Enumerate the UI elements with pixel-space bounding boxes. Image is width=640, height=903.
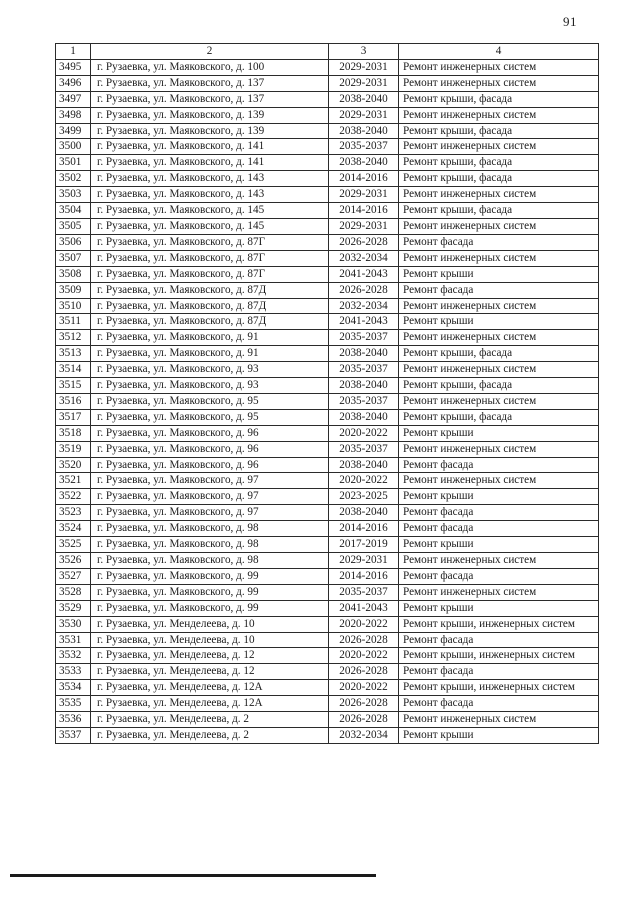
row-number-cell: 3524 — [56, 521, 91, 537]
column-number-1: 1 — [56, 44, 91, 60]
period-cell: 2035-2037 — [329, 362, 399, 378]
table-row — [56, 409, 599, 425]
row-number-cell: 3512 — [56, 330, 91, 346]
address-cell: г. Рузаевка, ул. Маяковского, д. 141 — [91, 139, 329, 155]
period-cell: 2035-2037 — [329, 330, 399, 346]
table-row — [56, 473, 599, 489]
row-number-cell: 3510 — [56, 298, 91, 314]
table-row — [56, 664, 599, 680]
row-number-cell: 3529 — [56, 600, 91, 616]
table-row — [56, 378, 599, 394]
work-type-cell: Ремонт инженерных систем — [399, 362, 599, 378]
row-number-cell: 3503 — [56, 187, 91, 203]
row-number-cell: 3507 — [56, 250, 91, 266]
table-row — [56, 187, 599, 203]
address-cell: г. Рузаевка, ул. Маяковского, д. 145 — [91, 218, 329, 234]
row-number-cell: 3505 — [56, 218, 91, 234]
period-cell: 2038-2040 — [329, 457, 399, 473]
address-cell: г. Рузаевка, ул. Маяковского, д. 139 — [91, 123, 329, 139]
row-number-cell: 3534 — [56, 680, 91, 696]
row-number-cell: 3522 — [56, 489, 91, 505]
table-row — [56, 632, 599, 648]
address-cell: г. Рузаевка, ул. Маяковского, д. 137 — [91, 91, 329, 107]
period-cell: 2029-2031 — [329, 218, 399, 234]
work-type-cell: Ремонт крыши, инженерных систем — [399, 680, 599, 696]
work-type-cell: Ремонт фасада — [399, 282, 599, 298]
work-type-cell: Ремонт инженерных систем — [399, 218, 599, 234]
table-row — [56, 123, 599, 139]
address-cell: г. Рузаевка, ул. Маяковского, д. 96 — [91, 441, 329, 457]
period-cell: 2014-2016 — [329, 171, 399, 187]
work-type-cell: Ремонт крыши — [399, 537, 599, 553]
row-number-cell: 3515 — [56, 378, 91, 394]
period-cell: 2020-2022 — [329, 473, 399, 489]
address-cell: г. Рузаевка, ул. Маяковского, д. 95 — [91, 393, 329, 409]
address-cell: г. Рузаевка, ул. Маяковского, д. 96 — [91, 425, 329, 441]
work-type-cell: Ремонт крыши — [399, 425, 599, 441]
period-cell: 2038-2040 — [329, 91, 399, 107]
work-type-cell: Ремонт фасада — [399, 696, 599, 712]
work-type-cell: Ремонт фасада — [399, 234, 599, 250]
table-row — [56, 346, 599, 362]
table-row — [56, 362, 599, 378]
table-row — [56, 489, 599, 505]
period-cell: 2020-2022 — [329, 616, 399, 632]
table-row — [56, 568, 599, 584]
period-cell: 2029-2031 — [329, 107, 399, 123]
scan-bottom-rule — [10, 874, 376, 877]
period-cell: 2032-2034 — [329, 298, 399, 314]
period-cell: 2014-2016 — [329, 568, 399, 584]
table-row — [56, 298, 599, 314]
row-number-cell: 3498 — [56, 107, 91, 123]
address-cell: г. Рузаевка, ул. Менделеева, д. 12 — [91, 664, 329, 680]
row-number-cell: 3530 — [56, 616, 91, 632]
period-cell: 2041-2043 — [329, 600, 399, 616]
period-cell: 2026-2028 — [329, 282, 399, 298]
work-type-cell: Ремонт инженерных систем — [399, 441, 599, 457]
table-row — [56, 600, 599, 616]
address-cell: г. Рузаевка, ул. Маяковского, д. 87Д — [91, 282, 329, 298]
work-type-cell: Ремонт крыши, фасада — [399, 123, 599, 139]
address-cell: г. Рузаевка, ул. Маяковского, д. 139 — [91, 107, 329, 123]
address-cell: г. Рузаевка, ул. Маяковского, д. 145 — [91, 203, 329, 219]
period-cell: 2038-2040 — [329, 505, 399, 521]
row-number-cell: 3523 — [56, 505, 91, 521]
period-cell: 2032-2034 — [329, 250, 399, 266]
period-cell: 2026-2028 — [329, 664, 399, 680]
table-row — [56, 203, 599, 219]
period-cell: 2038-2040 — [329, 346, 399, 362]
period-cell: 2035-2037 — [329, 393, 399, 409]
address-cell: г. Рузаевка, ул. Менделеева, д. 12А — [91, 680, 329, 696]
work-type-cell: Ремонт крыши, фасада — [399, 203, 599, 219]
period-cell: 2038-2040 — [329, 123, 399, 139]
address-cell: г. Рузаевка, ул. Менделеева, д. 12А — [91, 696, 329, 712]
repair-schedule-table — [55, 43, 599, 744]
table-row — [56, 680, 599, 696]
row-number-cell: 3521 — [56, 473, 91, 489]
address-cell: г. Рузаевка, ул. Маяковского, д. 95 — [91, 409, 329, 425]
column-number-3: 3 — [329, 44, 399, 60]
work-type-cell: Ремонт крыши, фасада — [399, 171, 599, 187]
column-number-4: 4 — [399, 44, 599, 60]
address-cell: г. Рузаевка, ул. Менделеева, д. 12 — [91, 648, 329, 664]
address-cell: г. Рузаевка, ул. Маяковского, д. 87Д — [91, 314, 329, 330]
row-number-cell: 3528 — [56, 584, 91, 600]
table-row — [56, 457, 599, 473]
address-cell: г. Рузаевка, ул. Маяковского, д. 98 — [91, 521, 329, 537]
row-number-cell: 3536 — [56, 712, 91, 728]
work-type-cell: Ремонт фасада — [399, 505, 599, 521]
work-type-cell: Ремонт крыши, фасада — [399, 378, 599, 394]
period-cell: 2029-2031 — [329, 187, 399, 203]
row-number-cell: 3526 — [56, 553, 91, 569]
row-number-cell: 3532 — [56, 648, 91, 664]
address-cell: г. Рузаевка, ул. Маяковского, д. 99 — [91, 600, 329, 616]
period-cell: 2026-2028 — [329, 712, 399, 728]
table-row — [56, 266, 599, 282]
work-type-cell: Ремонт фасада — [399, 568, 599, 584]
row-number-cell: 3519 — [56, 441, 91, 457]
address-cell: г. Рузаевка, ул. Маяковского, д. 99 — [91, 568, 329, 584]
address-cell: г. Рузаевка, ул. Менделеева, д. 10 — [91, 632, 329, 648]
row-number-cell: 3533 — [56, 664, 91, 680]
work-type-cell: Ремонт фасада — [399, 457, 599, 473]
period-cell: 2041-2043 — [329, 314, 399, 330]
row-number-cell: 3509 — [56, 282, 91, 298]
work-type-cell: Ремонт крыши — [399, 266, 599, 282]
address-cell: г. Рузаевка, ул. Маяковского, д. 96 — [91, 457, 329, 473]
work-type-cell: Ремонт инженерных систем — [399, 59, 599, 75]
period-cell: 2023-2025 — [329, 489, 399, 505]
work-type-cell: Ремонт инженерных систем — [399, 553, 599, 569]
row-number-cell: 3514 — [56, 362, 91, 378]
work-type-cell: Ремонт инженерных систем — [399, 584, 599, 600]
period-cell: 2026-2028 — [329, 632, 399, 648]
table-row — [56, 75, 599, 91]
period-cell: 2029-2031 — [329, 553, 399, 569]
row-number-cell: 3497 — [56, 91, 91, 107]
address-cell: г. Рузаевка, ул. Маяковского, д. 87Г — [91, 266, 329, 282]
work-type-cell: Ремонт крыши — [399, 314, 599, 330]
work-type-cell: Ремонт инженерных систем — [399, 139, 599, 155]
period-cell: 2020-2022 — [329, 680, 399, 696]
table-row — [56, 521, 599, 537]
address-cell: г. Рузаевка, ул. Маяковского, д. 141 — [91, 155, 329, 171]
address-cell: г. Рузаевка, ул. Маяковского, д. 87Г — [91, 250, 329, 266]
period-cell: 2029-2031 — [329, 59, 399, 75]
row-number-cell: 3504 — [56, 203, 91, 219]
address-cell: г. Рузаевка, ул. Менделеева, д. 10 — [91, 616, 329, 632]
address-cell: г. Рузаевка, ул. Маяковского, д. 97 — [91, 505, 329, 521]
table-row — [56, 441, 599, 457]
address-cell: г. Рузаевка, ул. Маяковского, д. 143 — [91, 171, 329, 187]
table-row — [56, 218, 599, 234]
address-cell: г. Рузаевка, ул. Маяковского, д. 100 — [91, 59, 329, 75]
row-number-cell: 3495 — [56, 59, 91, 75]
period-cell: 2029-2031 — [329, 75, 399, 91]
work-type-cell: Ремонт инженерных систем — [399, 187, 599, 203]
work-type-cell: Ремонт инженерных систем — [399, 250, 599, 266]
column-number-2: 2 — [91, 44, 329, 60]
work-type-cell: Ремонт крыши — [399, 489, 599, 505]
table-row — [56, 91, 599, 107]
address-cell: г. Рузаевка, ул. Маяковского, д. 97 — [91, 473, 329, 489]
period-cell: 2038-2040 — [329, 155, 399, 171]
work-type-cell: Ремонт инженерных систем — [399, 330, 599, 346]
table-row — [56, 59, 599, 75]
column-number-row — [56, 44, 599, 60]
row-number-cell: 3516 — [56, 393, 91, 409]
work-type-cell: Ремонт крыши, фасада — [399, 155, 599, 171]
row-number-cell: 3520 — [56, 457, 91, 473]
row-number-cell: 3502 — [56, 171, 91, 187]
row-number-cell: 3499 — [56, 123, 91, 139]
address-cell: г. Рузаевка, ул. Маяковского, д. 137 — [91, 75, 329, 91]
work-type-cell: Ремонт крыши, фасада — [399, 91, 599, 107]
table-row — [56, 107, 599, 123]
period-cell: 2038-2040 — [329, 378, 399, 394]
table-row — [56, 553, 599, 569]
period-cell: 2032-2034 — [329, 727, 399, 743]
table-row — [56, 234, 599, 250]
work-type-cell: Ремонт инженерных систем — [399, 473, 599, 489]
period-cell: 2026-2028 — [329, 696, 399, 712]
row-number-cell: 3517 — [56, 409, 91, 425]
work-type-cell: Ремонт фасада — [399, 664, 599, 680]
table-row — [56, 505, 599, 521]
table-row — [56, 155, 599, 171]
page-number: 91 — [563, 14, 577, 29]
period-cell: 2014-2016 — [329, 203, 399, 219]
row-number-cell: 3527 — [56, 568, 91, 584]
table-row — [56, 537, 599, 553]
table-row — [56, 282, 599, 298]
address-cell: г. Рузаевка, ул. Маяковского, д. 99 — [91, 584, 329, 600]
table-row — [56, 393, 599, 409]
period-cell: 2026-2028 — [329, 234, 399, 250]
work-type-cell: Ремонт инженерных систем — [399, 712, 599, 728]
address-cell: г. Рузаевка, ул. Маяковского, д. 87Г — [91, 234, 329, 250]
table-row — [56, 727, 599, 743]
work-type-cell: Ремонт крыши, фасада — [399, 346, 599, 362]
address-cell: г. Рузаевка, ул. Маяковского, д. 97 — [91, 489, 329, 505]
row-number-cell: 3535 — [56, 696, 91, 712]
table-body — [56, 44, 599, 744]
row-number-cell: 3506 — [56, 234, 91, 250]
work-type-cell: Ремонт фасада — [399, 632, 599, 648]
row-number-cell: 3525 — [56, 537, 91, 553]
address-cell: г. Рузаевка, ул. Маяковского, д. 93 — [91, 362, 329, 378]
period-cell: 2035-2037 — [329, 584, 399, 600]
period-cell: 2020-2022 — [329, 425, 399, 441]
work-type-cell: Ремонт крыши — [399, 600, 599, 616]
period-cell: 2020-2022 — [329, 648, 399, 664]
row-number-cell: 3531 — [56, 632, 91, 648]
work-type-cell: Ремонт инженерных систем — [399, 107, 599, 123]
address-cell: г. Рузаевка, ул. Маяковского, д. 98 — [91, 553, 329, 569]
work-type-cell: Ремонт инженерных систем — [399, 298, 599, 314]
work-type-cell: Ремонт инженерных систем — [399, 75, 599, 91]
table-row — [56, 616, 599, 632]
address-cell: г. Рузаевка, ул. Маяковского, д. 93 — [91, 378, 329, 394]
table-row — [56, 696, 599, 712]
period-cell: 2035-2037 — [329, 441, 399, 457]
period-cell: 2041-2043 — [329, 266, 399, 282]
address-cell: г. Рузаевка, ул. Маяковского, д. 91 — [91, 346, 329, 362]
row-number-cell: 3518 — [56, 425, 91, 441]
work-type-cell: Ремонт инженерных систем — [399, 393, 599, 409]
address-cell: г. Рузаевка, ул. Маяковского, д. 98 — [91, 537, 329, 553]
row-number-cell: 3500 — [56, 139, 91, 155]
table-row — [56, 314, 599, 330]
work-type-cell: Ремонт крыши — [399, 727, 599, 743]
address-cell: г. Рузаевка, ул. Маяковского, д. 91 — [91, 330, 329, 346]
period-cell: 2035-2037 — [329, 139, 399, 155]
row-number-cell: 3511 — [56, 314, 91, 330]
row-number-cell: 3496 — [56, 75, 91, 91]
table-row — [56, 712, 599, 728]
row-number-cell: 3537 — [56, 727, 91, 743]
work-type-cell: Ремонт фасада — [399, 521, 599, 537]
table-row — [56, 139, 599, 155]
table-row — [56, 425, 599, 441]
address-cell: г. Рузаевка, ул. Менделеева, д. 2 — [91, 712, 329, 728]
table-row — [56, 648, 599, 664]
row-number-cell: 3513 — [56, 346, 91, 362]
table-row — [56, 330, 599, 346]
period-cell: 2038-2040 — [329, 409, 399, 425]
table-row — [56, 250, 599, 266]
period-cell: 2014-2016 — [329, 521, 399, 537]
address-cell: г. Рузаевка, ул. Менделеева, д. 2 — [91, 727, 329, 743]
work-type-cell: Ремонт крыши, инженерных систем — [399, 648, 599, 664]
work-type-cell: Ремонт крыши, фасада — [399, 409, 599, 425]
row-number-cell: 3501 — [56, 155, 91, 171]
table-row — [56, 584, 599, 600]
table-row — [56, 171, 599, 187]
address-cell: г. Рузаевка, ул. Маяковского, д. 143 — [91, 187, 329, 203]
period-cell: 2017-2019 — [329, 537, 399, 553]
row-number-cell: 3508 — [56, 266, 91, 282]
work-type-cell: Ремонт крыши, инженерных систем — [399, 616, 599, 632]
address-cell: г. Рузаевка, ул. Маяковского, д. 87Д — [91, 298, 329, 314]
